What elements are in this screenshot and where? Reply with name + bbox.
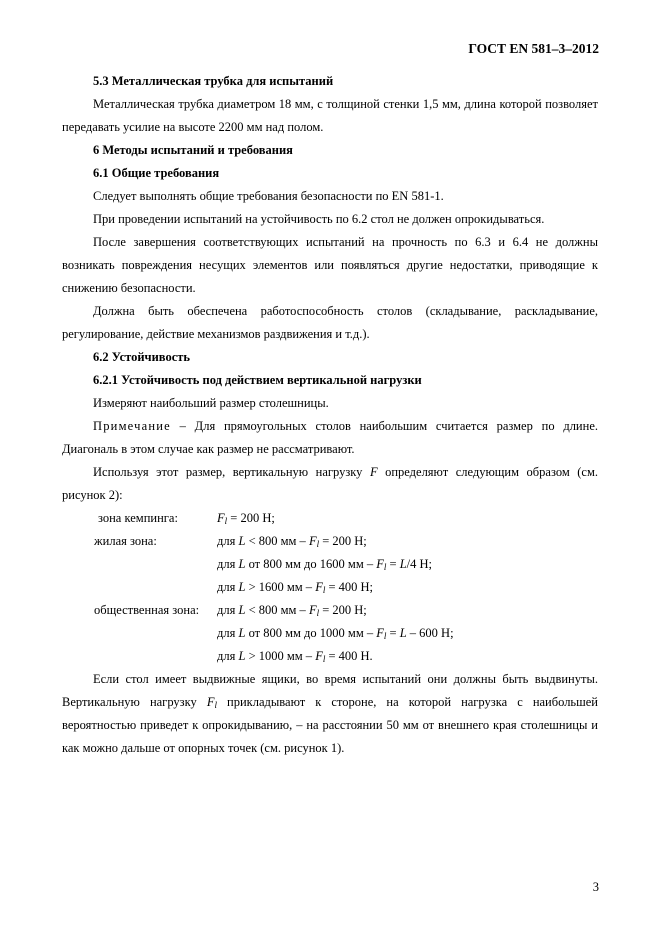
zone-camping-row (62, 507, 598, 530)
sym-l: L (238, 649, 246, 663)
living-r1-eq: = 200 Н; (319, 534, 367, 548)
sym-sub: l (224, 516, 228, 526)
public-r3-mid: > 1000 мм – (245, 649, 316, 663)
sym-l: L (238, 603, 246, 617)
zone-public-label: общественная зона: (94, 603, 200, 617)
var-f: F (369, 465, 378, 479)
living-r2-pre: для (217, 557, 239, 571)
zone-living-label: жилая зона: (94, 534, 157, 548)
note-label: Примечание (93, 419, 171, 433)
note-text: – Для прямоугольных столов наибольшим считается размер по длине. Диагональ в этом случае как размер не рассматривают. (62, 419, 598, 456)
sym-f: F (206, 695, 215, 709)
zone-public-value-3 (217, 645, 373, 668)
sym-sub: l (322, 654, 326, 664)
paragraph-5-3: Металлическая трубка диаметром 18 мм, с толщиной стенки 1,5 мм, длина которой позволяет передавать усилие на высоте 2200 мм над полом. (62, 97, 598, 134)
paragraph-6-1-1: Следует выполнять общие требования безопасности по EN 581-1. (93, 189, 444, 203)
sym-f: F (308, 603, 317, 617)
sym-f: F (376, 626, 384, 640)
sym-f: F (315, 649, 323, 663)
zone-living-value-3 (217, 576, 373, 599)
sym-l: L (238, 534, 246, 548)
page-content (62, 70, 598, 760)
zone-living-value-1 (217, 530, 367, 553)
sym-f: F (308, 534, 317, 548)
heading-5-3: 5.3 Металлическая трубка для испытаний (93, 74, 334, 88)
sym-sub: l (322, 585, 326, 595)
public-r2-tail: – 600 Н; (406, 626, 454, 640)
heading-6-2-1: 6.2.1 Устойчивость под действием вертикальной нагрузки (93, 373, 422, 387)
living-r3-mid: > 1600 мм – (245, 580, 316, 594)
sym-sub: l (316, 539, 320, 549)
sym-sub: l (316, 608, 320, 618)
heading-6: 6 Методы испытаний и требования (93, 143, 293, 157)
living-r2-mid: от 800 мм до 1600 мм – (245, 557, 377, 571)
living-r2-eq: = (386, 557, 400, 571)
standard-code-header: ГОСТ EN 581–3–2012 (468, 41, 599, 56)
zone-camping-label: зона кемпинга: (98, 511, 178, 525)
p3-part1: Если стол имеет выдвижные ящики, во время испытаний они должны быть выдвинуты. Вертикальную нагрузку (62, 672, 598, 709)
sym-f: F (315, 580, 323, 594)
zone-camping-value (217, 507, 275, 530)
p3-part2: прикладывают к стороне, на которой нагрузка с наибольшей вероятностью приведет к опрокидыванию, – на расстоянии 50 мм от внешнего края столешницы и как можно дальше от опорных точек (см. рисунок 1). (62, 695, 598, 755)
note-paragraph (62, 415, 598, 461)
living-r3-eq: = 400 Н; (325, 580, 374, 594)
paragraph-6-2-1-1: Измеряют наибольший размер столешницы. (93, 396, 329, 410)
sym-sub: l (214, 700, 217, 710)
public-r1-pre: для (217, 603, 239, 617)
zone-public-row-2 (62, 622, 598, 645)
sym-l: L (238, 580, 246, 594)
sym-l: L (399, 626, 407, 640)
paragraph-6-2-1-3 (62, 668, 598, 760)
living-r1-mid: < 800 мм – (245, 534, 309, 548)
public-r2-eq: = (386, 626, 400, 640)
paragraph-6-2-1-2 (62, 461, 598, 507)
page-number: 3 (592, 880, 599, 894)
sym-l: L (399, 557, 407, 571)
zone-public-row-1 (62, 599, 598, 622)
zone-camping-eq: = 200 Н; (227, 511, 275, 525)
paragraph-6-1-4: Должна быть обеспечена работоспособность столов (складывание, раскладывание, регулирование, действие механизмов раздвижения и т.д.). (62, 304, 598, 341)
zone-living-value-2 (217, 553, 432, 576)
zone-public-value-2 (217, 622, 454, 645)
living-r1-pre: для (217, 534, 239, 548)
sym-f: F (217, 511, 225, 525)
sym-sub: l (383, 631, 387, 641)
public-r3-pre: для (217, 649, 239, 663)
paragraph-6-1-2: При проведении испытаний на устойчивость по 6.2 стол не должен опрокидываться. (93, 212, 545, 226)
zone-public-row-3 (62, 645, 598, 668)
zone-living-row-1 (62, 530, 598, 553)
heading-6-1: 6.1 Общие требования (93, 166, 220, 180)
public-r3-eq: = 400 Н. (325, 649, 373, 663)
zone-living-row-2 (62, 553, 598, 576)
public-r2-mid: от 800 мм до 1000 мм – (245, 626, 377, 640)
living-r3-pre: для (217, 580, 239, 594)
living-r2-tail: /4 Н; (406, 557, 433, 571)
p2-text-after: определяют следующим образом (см. рисунок 2): (62, 465, 598, 502)
p2-text-before: Используя этот размер, вертикальную нагрузку (93, 465, 370, 479)
public-r1-eq: = 200 Н; (319, 603, 367, 617)
heading-6-2: 6.2 Устойчивость (93, 350, 191, 364)
zone-public-value-1 (217, 599, 367, 622)
zone-living-row-3 (62, 576, 598, 599)
sym-l: L (238, 626, 246, 640)
sym-f: F (376, 557, 384, 571)
paragraph-6-1-3: После завершения соответствующих испытаний на прочность по 6.3 и 6.4 не должны возникать повреждения несущих элементов или появляться другие недостатки, приводящие к снижению безопасности. (62, 235, 598, 295)
sym-sub: l (383, 562, 387, 572)
public-r1-mid: < 800 мм – (245, 603, 309, 617)
sym-l: L (238, 557, 246, 571)
public-r2-pre: для (217, 626, 239, 640)
